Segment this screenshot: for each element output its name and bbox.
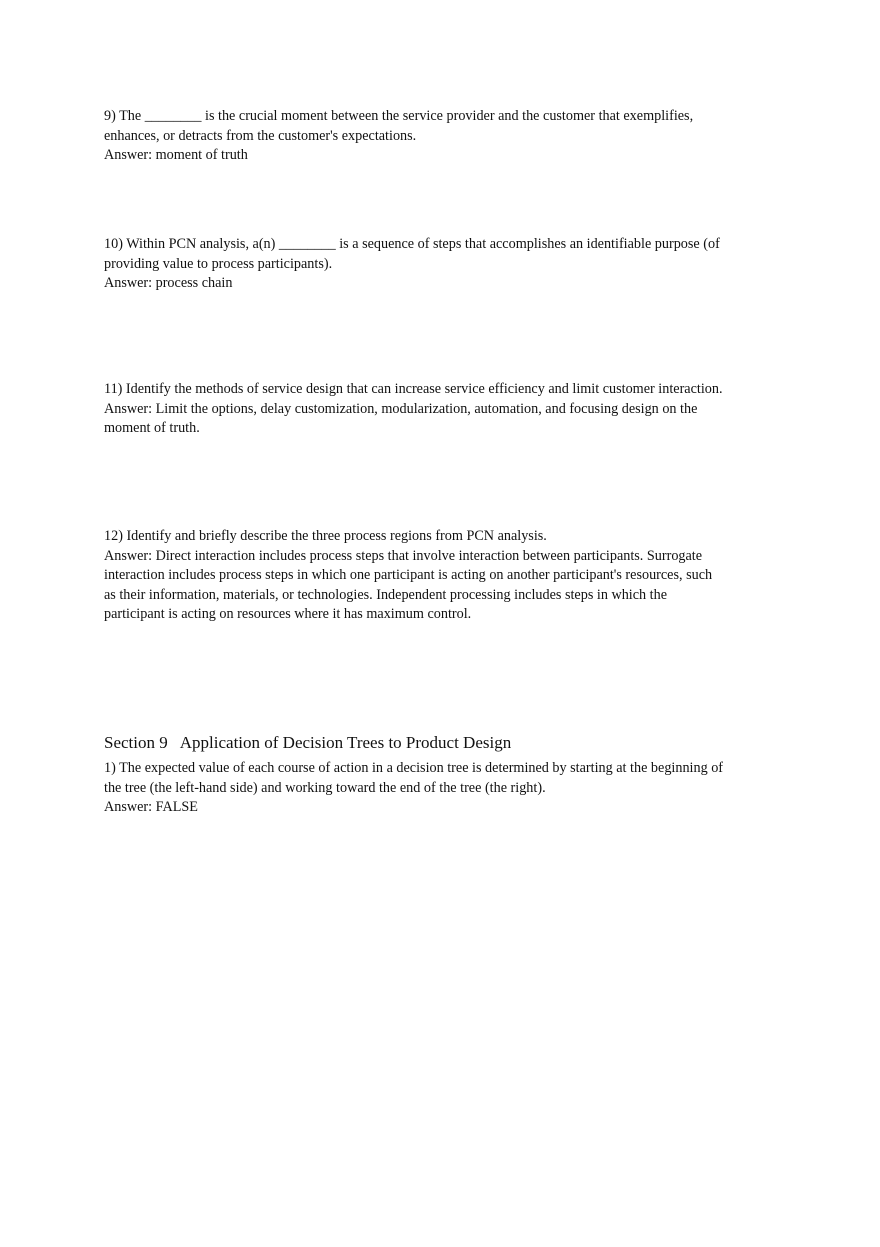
answer-text: Answer: moment of truth xyxy=(104,147,248,163)
question-10 xyxy=(104,235,724,294)
answer-text: Answer: FALSE xyxy=(104,799,198,815)
answer-text: Answer: Direct interaction includes process steps that involve interaction between participants. Surrogate interaction includes process steps in which one participant is acting on another participant's resources, such as their information, materials, or technologies. Independent processing includes steps in which the participant is acting on resources where it has maximum control. xyxy=(104,547,713,622)
section-number: Section 9 xyxy=(104,733,168,752)
question-11 xyxy=(104,380,724,439)
question-text: 1) The expected value of each course of action in a decision tree is determined by starting at the beginning of the tree (the left-hand side) and working toward the end of the tree (the right). xyxy=(104,760,724,796)
question-text: 11) Identify the methods of service design that can increase service efficiency and limit customer interaction. xyxy=(104,381,723,397)
section-heading xyxy=(104,732,511,754)
question-text: 12) Identify and briefly describe the three process regions from PCN analysis. xyxy=(104,528,547,544)
section-9-question-1 xyxy=(104,759,724,818)
question-text: 10) Within PCN analysis, a(n) ________ is a sequence of steps that accomplishes an identifiable purpose (of providing value to process participants). xyxy=(104,236,720,272)
question-9 xyxy=(104,107,724,166)
answer-text: Answer: Limit the options, delay customization, modularization, automation, and focusing design on the moment of truth. xyxy=(104,400,698,436)
section-title-text: Application of Decision Trees to Product Design xyxy=(179,733,512,752)
question-12 xyxy=(104,527,724,625)
question-text: 9) The ________ is the crucial moment between the service provider and the customer that exemplifies, enhances, or detracts from the customer's expectations. xyxy=(104,108,694,144)
answer-text: Answer: process chain xyxy=(104,275,233,291)
